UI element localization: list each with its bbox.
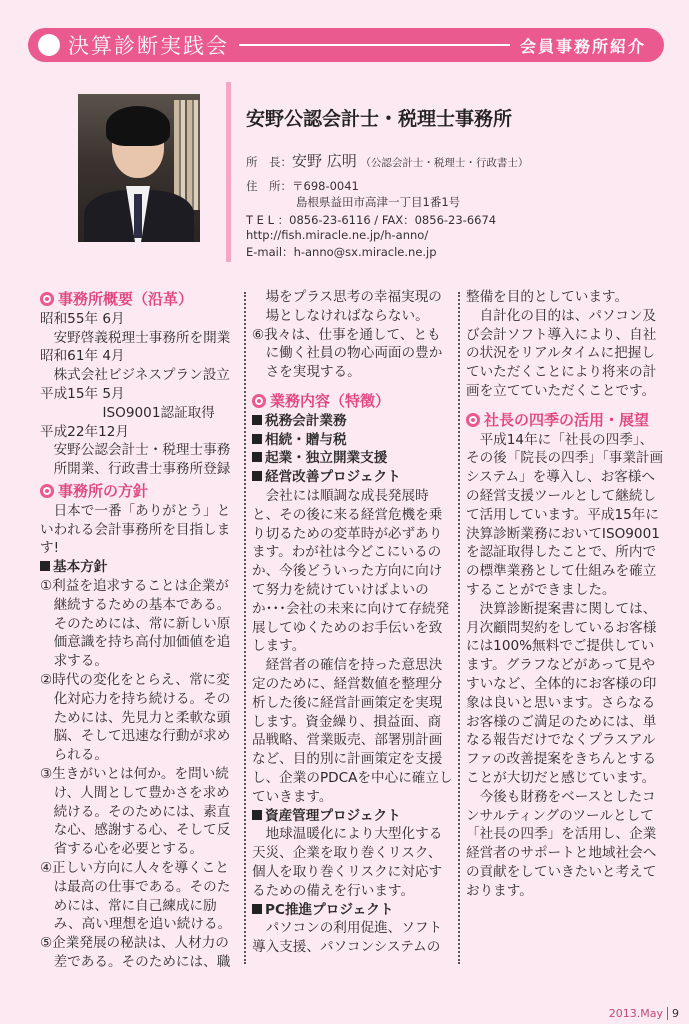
policy-heading: 事務所の方針 — [40, 482, 240, 501]
square-bullet-icon — [40, 561, 50, 571]
header-banner — [28, 28, 664, 62]
history-date: 平成22年12月 — [40, 423, 129, 440]
policy-item: ①利益を追求することは企業が継続するための基本である。そのためには、常に新しい原価意識を持ち高付加価値を追求する。 — [40, 577, 231, 670]
history-event: 安野啓義税理士事務所を開業 — [53, 329, 231, 346]
pc-heading: PC推進プロジェクト — [252, 901, 454, 920]
bookshelf-image — [174, 100, 200, 210]
basic-policy-heading: 基本方針 — [40, 558, 240, 577]
page-footer — [609, 1007, 679, 1020]
email-line — [246, 244, 437, 260]
policy-item: ③生きがいとは何か。を問い続け、人間として豊かさを求め続ける。そのためには、素直な心、感謝する心、そして反省する心を必要とする。 — [40, 765, 231, 858]
square-bullet-icon — [252, 434, 262, 444]
website-link[interactable]: http://fish.miracle.ne.jp/h-anno/ — [246, 228, 429, 242]
improvement-text-2: 経営者の確信を持った意思決定のために、経営数値を整理分析した後に経営計画策定を実現します。資金繰り、損益面、商品戦略、営業販売、部署別計画など、目的別に計画策定を支援し、企業のPDCAを中心に確立していきます。 — [252, 657, 453, 805]
four-seasons-text: 平成14年に「社長の四季」、その後「院長の四季」「事業計画システム」を導入し、お客様への経営支援ツールとして継続して活用しています。平成15年に決算診断業務においてISO9001を認証取得したことで、所内での標準業務として仕組みを確立することができました。 — [466, 431, 664, 598]
profile-divider — [226, 82, 231, 262]
email-link[interactable]: h-anno@sx.miracle.ne.jp — [293, 245, 437, 259]
asset-heading: 資産管理プロジェクト — [252, 807, 454, 826]
tel-fax: T E L ：0856-23-6116 / FAX：0856-23-6674 — [246, 213, 497, 227]
history-date: 昭和61年 4月 — [40, 348, 125, 365]
pc-continuation: 整備を目的としています。 — [466, 289, 629, 305]
address-text: 島根県益田市高津一丁目1番1号 — [296, 195, 461, 209]
email-label: E-mail： — [246, 245, 294, 259]
pc-text: パソコンの利用促進、ソフト導入支援、パソコンシステムの — [252, 920, 443, 956]
column-divider — [244, 292, 246, 964]
director-titles: （公認会計士・税理士・行政書士） — [360, 157, 529, 169]
director-line — [246, 150, 528, 171]
office-name: 安野公認会計士・税理士事務所 — [246, 108, 513, 130]
history-event: 株式会社ビジネスプラン設立 — [53, 367, 230, 384]
issue-date: 2013.May — [608, 1007, 663, 1020]
banner-divider — [239, 44, 510, 46]
service-item: 相続・贈与税 — [252, 431, 454, 450]
column-3 — [466, 288, 666, 901]
square-bullet-icon — [252, 810, 262, 820]
service-item: 経営改善プロジェクト — [252, 468, 454, 487]
column-2 — [252, 288, 454, 957]
history-event: ISO9001認証取得 — [102, 404, 215, 421]
improvement-text: 会社には順調な成長発展時と、その後に来る経営危機を乗り切るための変革時が必ずあります。わが社は今どこにいるのか、今後どういった方向に向けて努力を続けていけばよいのか･･･会社の未来に向けて存続発展してゆくためのお手伝いを致します。 — [252, 487, 450, 655]
history-date: 平成15年 5月 — [40, 385, 125, 402]
page-number: 9 — [667, 1007, 679, 1020]
circle-bullet-icon — [466, 413, 480, 427]
services-heading: 業務内容（特徴） — [252, 392, 454, 411]
circle-bullet-icon — [40, 484, 54, 498]
square-bullet-icon — [252, 904, 262, 914]
director-label: 所 長： — [246, 155, 292, 169]
policy-item: ②時代の変化をとらえ、常に変化対応力を持ち続ける。そのためには、先見力と柔軟な頭脳、そして迅速な行動が求められる。 — [40, 671, 231, 764]
future-text: 今後も財務をベースとしたコンサルティングのツールとして「社長の四季」を活用し、企業経営者のサポートと地域社会への貢献をしていきたいと考えております。 — [466, 788, 657, 899]
address-line — [246, 178, 359, 194]
series-title: 決算診断実践会 — [68, 34, 229, 58]
policy-continuation: 場をプラス思考の幸福実現の場としなければならない。 — [265, 289, 442, 324]
policy-item: ④正しい方向に人々を導くことは最高の仕事である。そのためには、常に自己練成に励み、高い理想を追い続ける。 — [40, 859, 232, 933]
director-photo — [78, 94, 200, 242]
service-item: 税務会計業務 — [252, 412, 454, 431]
square-bullet-icon — [252, 415, 262, 425]
address-label: 住 所： — [246, 179, 292, 193]
director-name: 安野 広明 — [292, 152, 357, 170]
service-item: 起業・独立開業支援 — [252, 449, 454, 468]
hair-shape — [106, 106, 170, 146]
history-date: 昭和55年 6月 — [40, 310, 125, 327]
history-event: 安野公認会計士・税理士事務所開業、行政書士事務所登録 — [53, 442, 231, 478]
circle-bullet-icon — [40, 292, 54, 306]
tie-shape — [134, 194, 142, 238]
asset-text: 地球温暖化により大型化する天災、企業を取り巻くリスク、個人を取り巻くリスクに対応するための備えを行います。 — [252, 826, 443, 899]
policy-item: ⑥我々は、仕事を通して、ともに働く社員の物心両面の豊かさを実現する。 — [252, 326, 443, 381]
circle-bullet-icon — [252, 394, 266, 408]
column-1 — [40, 288, 240, 972]
policy-intro: 日本で一番「ありがとう」といわれる会計事務所を目指します! — [40, 502, 231, 557]
report-text: 決算診断提案書に関しては、月次顧問契約をしているお客様には100%無料でご提供しています。グラフなどがあって見やすいなど、全体的にお客様の印象は良いと思います。さらなるお客様のご満足のためには、単なる報告だけでなくプラスアルファの改善提案をきちんとすることが大切だと感じています。 — [466, 600, 657, 786]
history-heading: 事務所概要（沿革） — [40, 290, 240, 309]
policy-item: ⑤企業発展の秘訣は、人材力の差である。そのためには、職 — [40, 935, 231, 970]
automation-text: 自計化の目的は、パソコン及び会計ソフト導入により、自社の状況をリアルタイムに把握していただくことにより将来の計画を立てていただくことです。 — [466, 307, 657, 399]
section-label: 会員事務所紹介 — [519, 36, 646, 56]
postal-code: 〒698-0041 — [292, 179, 359, 193]
circle-bullet-icon — [38, 34, 60, 56]
column-divider — [458, 292, 460, 964]
four-seasons-heading: 社長の四季の活用・展望 — [466, 411, 666, 430]
square-bullet-icon — [252, 471, 262, 481]
square-bullet-icon — [252, 452, 262, 462]
